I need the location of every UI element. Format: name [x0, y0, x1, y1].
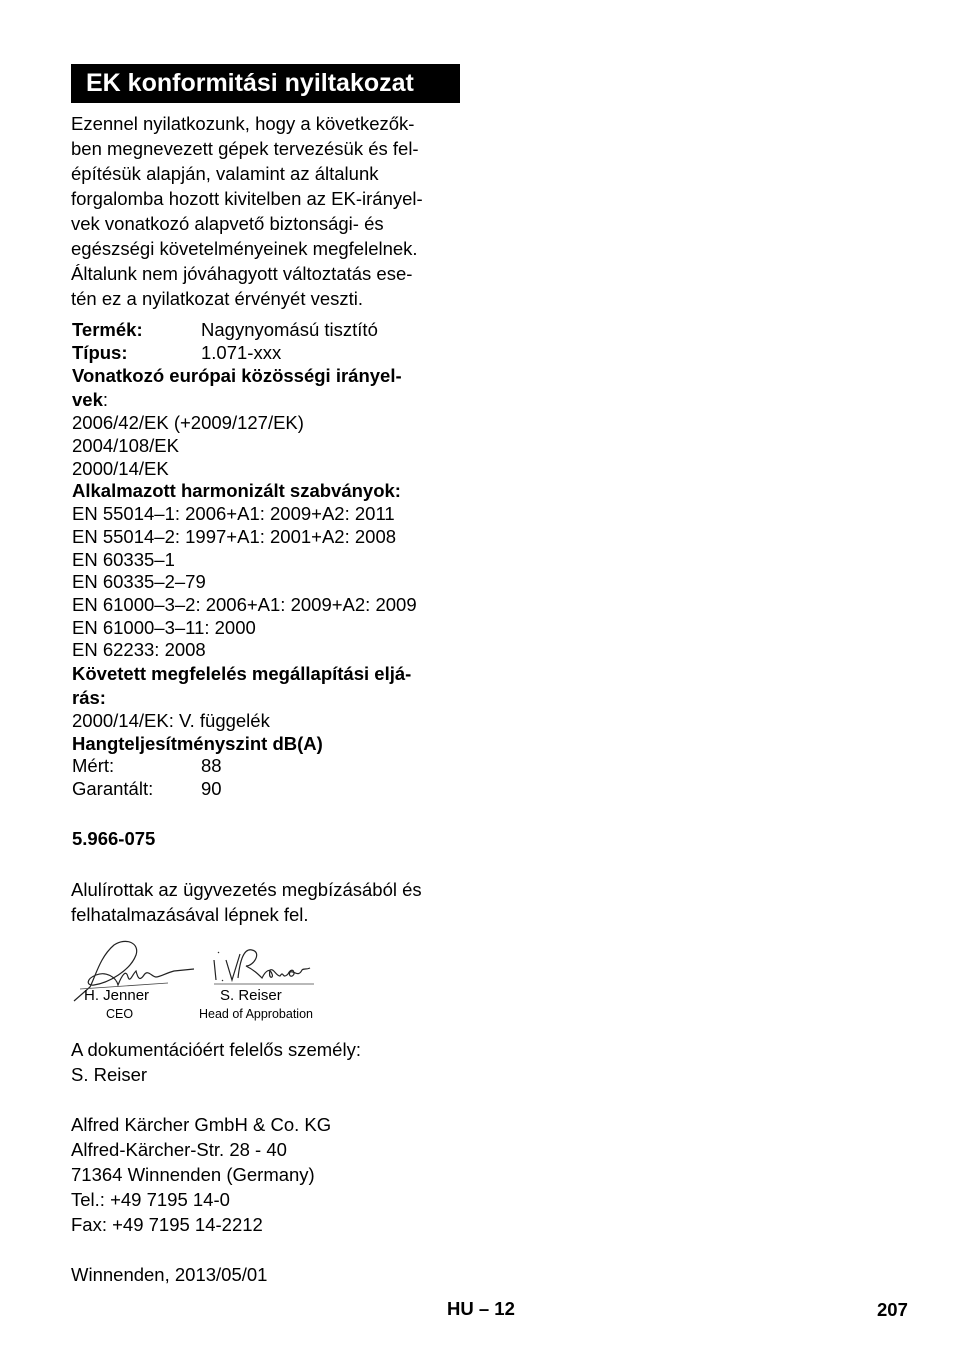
intro-line: Általunk nem jóváhagyott változtatás ese-	[71, 263, 413, 284]
procedure-heading-cont: rás:	[72, 686, 106, 708]
standard-item: EN 62233: 2008	[72, 639, 206, 661]
page-title: EK konformitási nyiltakozat	[71, 64, 460, 103]
product-label: Termék:	[72, 319, 143, 340]
standards-heading: Alkalmazott harmonizált szabványok:	[72, 480, 401, 502]
footer-section: HU – 12	[447, 1298, 515, 1319]
authorization-line: felhatalmazásával lépnek fel.	[71, 904, 309, 925]
authorization-text	[71, 877, 422, 927]
intro-line: Ezennel nyilatkozunk, hogy a következők-	[71, 113, 415, 134]
directives-heading: Vonatkozó európai közösségi irányel-	[72, 365, 402, 387]
sound-measured-row	[72, 755, 472, 778]
sound-guaranteed-label: Garantált:	[72, 778, 154, 799]
spec-block	[72, 319, 472, 801]
signature-role-2: Head of Approbation	[199, 1007, 313, 1021]
signature-name-2: S. Reiser	[220, 987, 282, 1004]
responsible-person	[71, 1037, 361, 1087]
sound-measured-value: 88	[201, 755, 222, 777]
standard-item: EN 55014–1: 2006+A1: 2009+A2: 2011	[72, 503, 395, 525]
type-row	[72, 342, 472, 365]
sound-measured-label: Mért:	[72, 755, 115, 777]
responsible-label: A dokumentációért felelős személy:	[71, 1039, 361, 1060]
address-line: Fax: +49 7195 14-2212	[71, 1214, 263, 1235]
intro-line: ben megnevezett gépek tervezésük és fel-	[71, 138, 419, 159]
standard-item: EN 60335–2–79	[72, 571, 206, 593]
intro-line: tén ez a nyilatkozat érvényét veszti.	[71, 288, 364, 309]
sound-guaranteed-value: 90	[201, 778, 222, 799]
directives-heading-cont	[72, 388, 472, 412]
signature-name-1: H. Jenner	[84, 987, 150, 1004]
signature-role-1: CEO	[106, 1007, 134, 1021]
standard-item: EN 60335–1	[72, 548, 175, 570]
intro-paragraph	[71, 111, 463, 311]
procedure-value: 2000/14/EK: V. függelék	[72, 709, 270, 731]
directives-heading-word: vek	[72, 389, 103, 411]
company-address	[71, 1112, 331, 1237]
intro-line: forgalomba hozott kivitelben az EK-irányel-	[71, 188, 423, 209]
signature-block	[70, 935, 330, 1025]
product-value: Nagynyomású tisztító	[201, 319, 378, 340]
sound-heading: Hangteljesítményszint dB(A)	[72, 732, 323, 754]
standard-item: EN 55014–2: 1997+A1: 2001+A2: 2008	[72, 525, 397, 547]
address-line: Alfred Kärcher GmbH & Co. KG	[71, 1114, 332, 1135]
intro-line: vek vonatkozó alapvető biztonsági- és	[71, 213, 384, 234]
authorization-line: Alulírottak az ügyvezetés megbízásából és	[71, 879, 422, 900]
type-label: Típus:	[72, 341, 128, 363]
document-code: 5.966-075	[72, 828, 156, 849]
directives-heading-colon: :	[102, 389, 109, 411]
directive-item: 2006/42/EK (+2009/127/EK)	[72, 412, 304, 434]
place-date: Winnenden, 2013/05/01	[71, 1264, 268, 1285]
sound-guaranteed-row	[72, 778, 472, 801]
standard-item: EN 61000–3–11: 2000	[72, 616, 256, 638]
page-number: 207	[877, 1299, 908, 1320]
intro-line: egészségi követelményeinek megfelelnek.	[71, 238, 418, 259]
address-line: Tel.: +49 7195 14-0	[71, 1189, 230, 1210]
procedure-heading: Követett megfelelés megállapítási eljá-	[72, 662, 412, 684]
address-line: 71364 Winnenden (Germany)	[71, 1164, 315, 1185]
type-value: 1.071-xxx	[201, 341, 282, 363]
directive-item: 2000/14/EK	[72, 457, 169, 479]
responsible-name: S. Reiser	[71, 1064, 148, 1085]
directive-item: 2004/108/EK	[72, 435, 179, 457]
product-row	[72, 319, 472, 342]
address-line: Alfred-Kärcher-Str. 28 - 40	[71, 1139, 287, 1160]
intro-line: építésük alapján, valamint az általunk	[71, 163, 379, 184]
standard-item: EN 61000–3–2: 2006+A1: 2009+A2: 2009	[72, 593, 417, 615]
